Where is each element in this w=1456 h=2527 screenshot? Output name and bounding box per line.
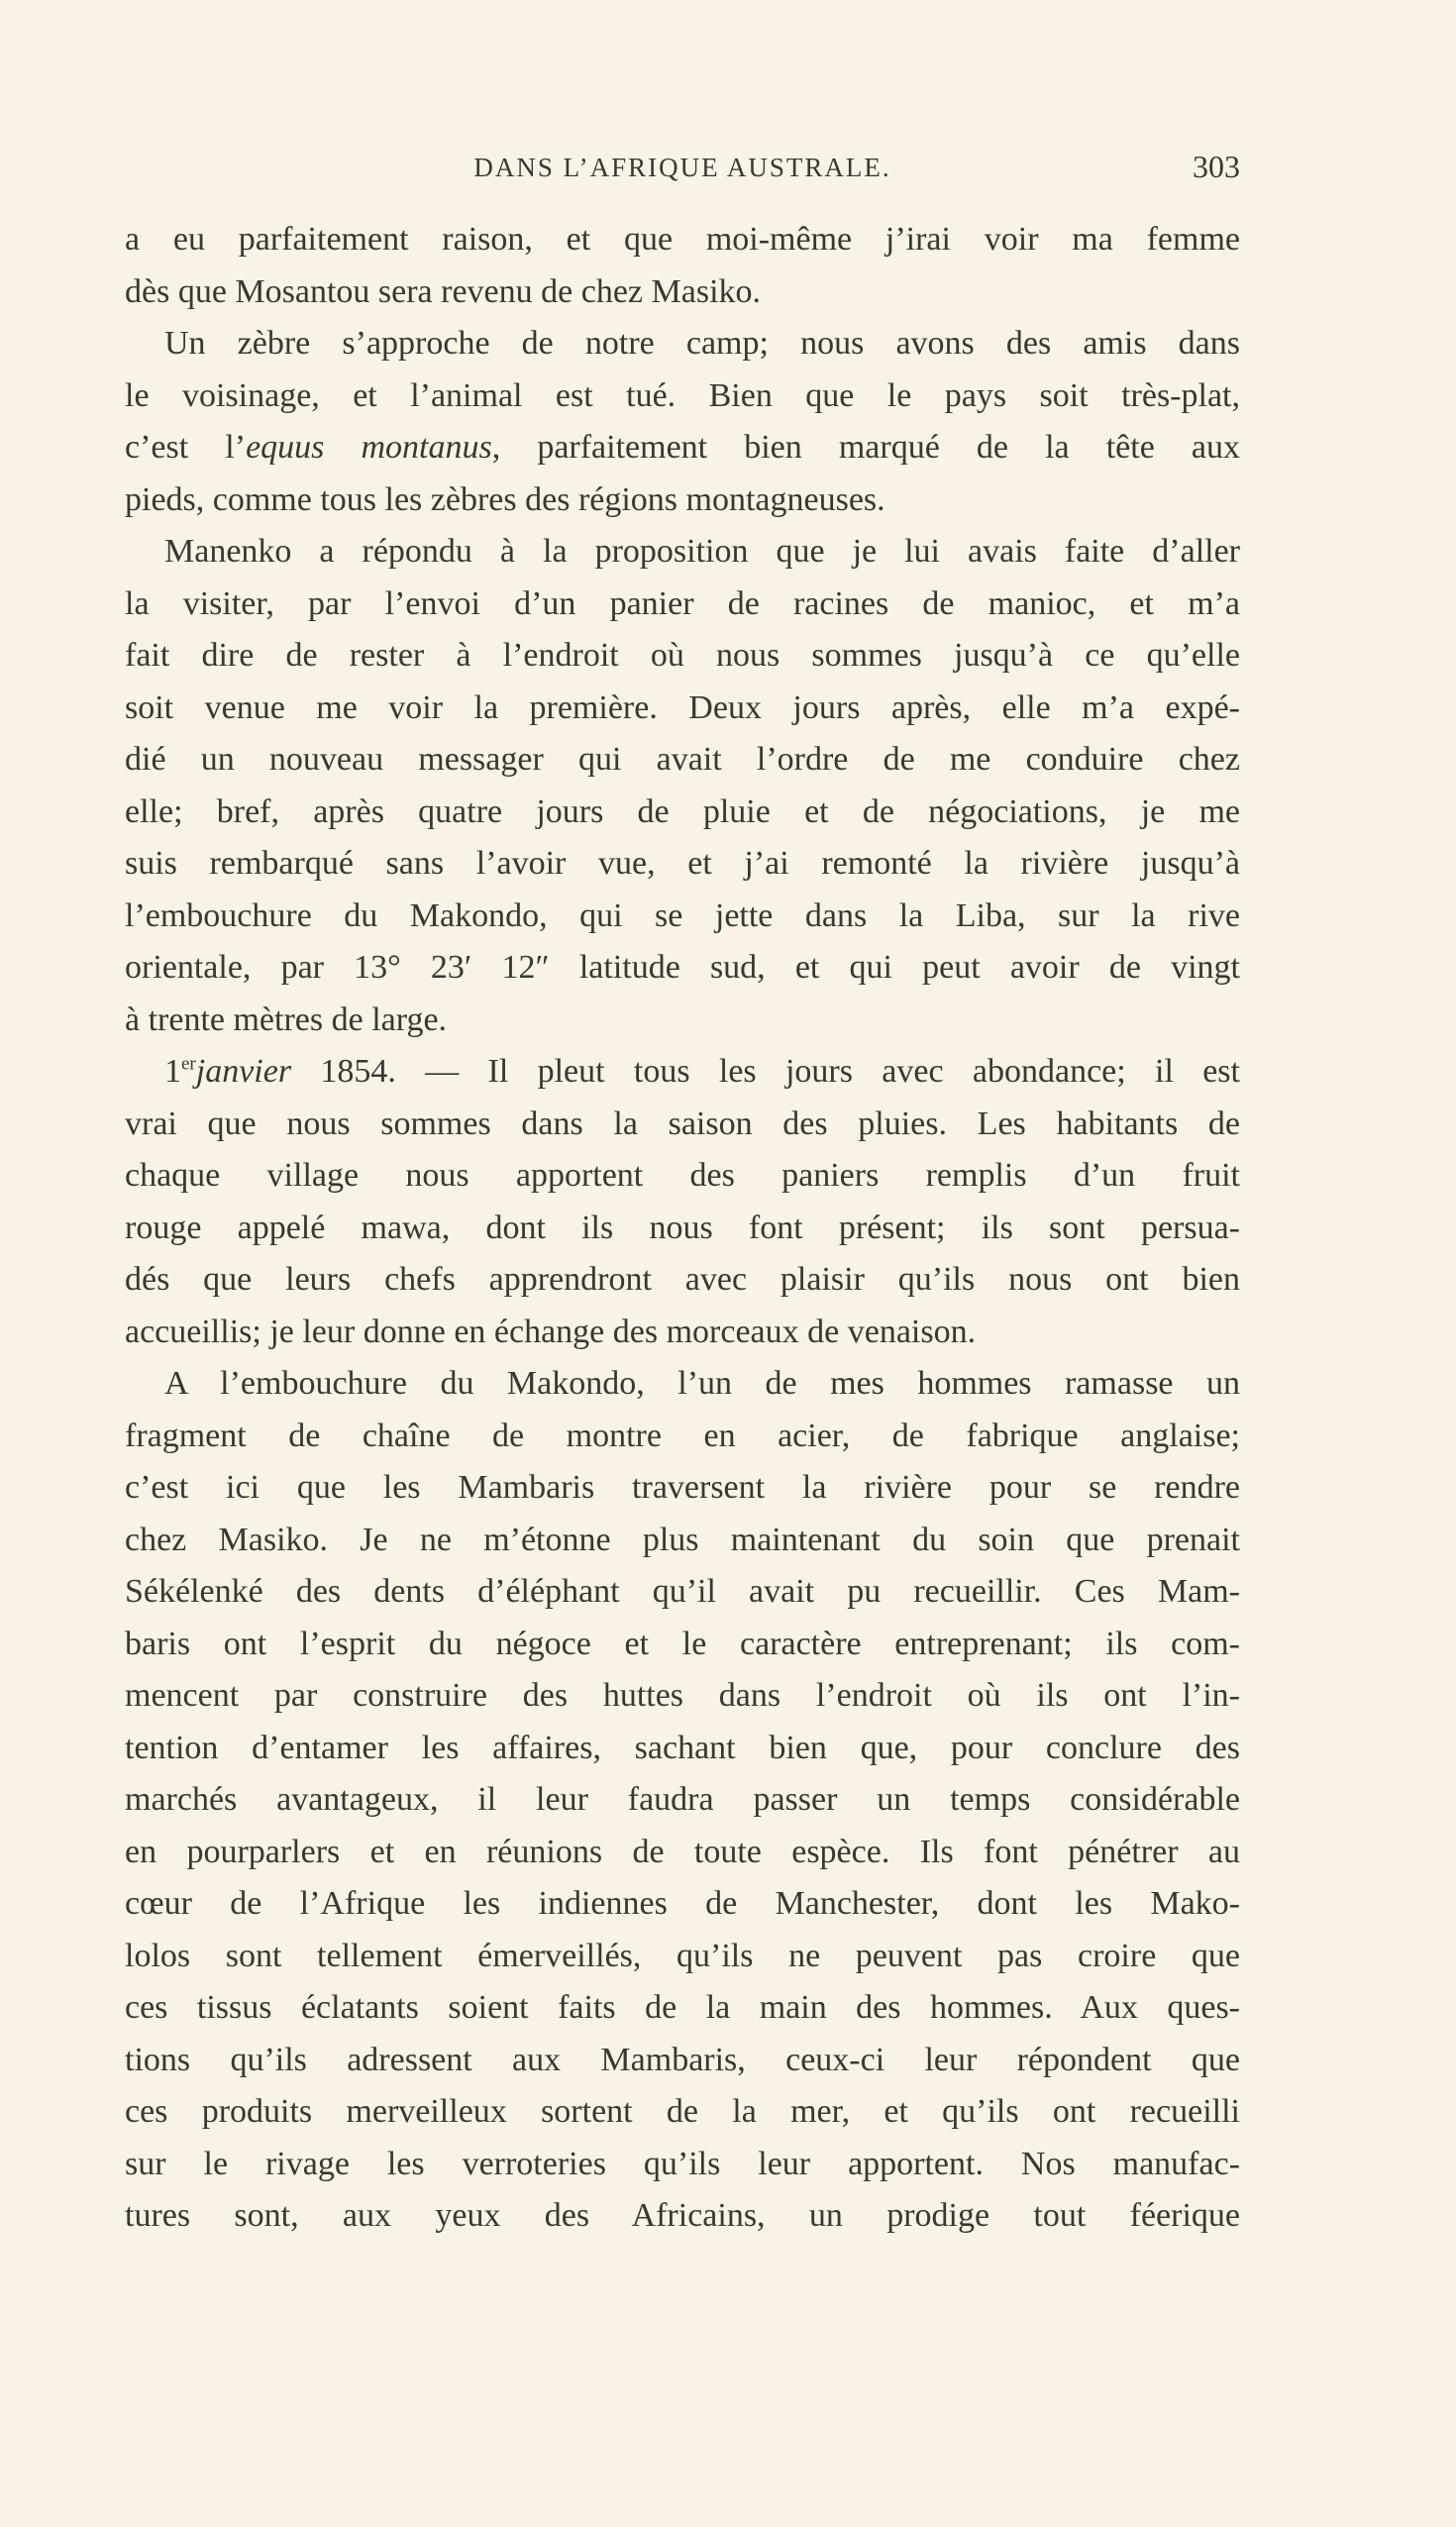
text-line bbox=[125, 683, 1240, 735]
text-line bbox=[125, 422, 1240, 474]
text-line bbox=[125, 1358, 1240, 1411]
text-line bbox=[125, 1411, 1240, 1463]
text-line bbox=[125, 318, 1240, 370]
text-segment: A l’embouchure du Makondo, l’un de mes hommes ramasse un bbox=[164, 1365, 1240, 1402]
text-segment: suis rembarqué sans l’avoir vue, et j’ai remonté la rivière jusqu’à bbox=[125, 845, 1240, 882]
text-line bbox=[125, 2035, 1240, 2087]
text-segment: à trente mètres de large. bbox=[125, 1000, 448, 1038]
text-line bbox=[125, 1254, 1240, 1307]
text-line bbox=[125, 630, 1240, 683]
text-segment: sur le rivage les verroteries qu’ils leur apportent. Nos manufac- bbox=[125, 2145, 1240, 2182]
text-segment: la visiter, par l’envoi d’un panier de racines de manioc, et m’a bbox=[125, 584, 1240, 622]
text-line bbox=[125, 1150, 1240, 1203]
text-line bbox=[125, 1670, 1240, 1723]
text-segment: fragment de chaîne de montre en acier, de fabrique anglaise; bbox=[125, 1417, 1240, 1454]
text-line bbox=[125, 787, 1240, 839]
text-segment: cœur de l’Afrique les indiennes de Manchester, dont les Mako- bbox=[125, 1885, 1240, 1922]
text-line bbox=[125, 995, 1240, 1047]
text-line bbox=[125, 214, 1240, 266]
text-line bbox=[125, 474, 1240, 527]
paragraph bbox=[125, 214, 1240, 318]
text-segment: dié un nouveau messager qui avait l’ordre de me conduire chez bbox=[125, 741, 1240, 778]
running-header bbox=[125, 149, 1240, 188]
text-segment: tention d’entamer les affaires, sachant bien que, pour conclure des bbox=[125, 1729, 1240, 1766]
text-segment: pieds, comme tous les zèbres des régions montagneuses. bbox=[125, 480, 885, 518]
text-line bbox=[125, 2086, 1240, 2139]
text-segment: ces tissus éclatants soient faits de la main des hommes. Aux ques- bbox=[125, 1989, 1240, 2026]
text-segment: rouge appelé mawa, dont ils nous font présent; ils sont persua- bbox=[125, 1209, 1240, 1246]
text-line bbox=[125, 838, 1240, 891]
text-line bbox=[125, 2139, 1240, 2191]
page-body bbox=[125, 214, 1240, 2243]
text-segment: 1 bbox=[164, 1053, 181, 1090]
text-segment: dès que Mosantou sera revenu de chez Masiko. bbox=[125, 272, 762, 310]
text-line bbox=[125, 526, 1240, 579]
text-segment: Sékélenké des dents d’éléphant qu’il avait pu recueillir. Ces Mam- bbox=[125, 1573, 1240, 1610]
text-line bbox=[125, 266, 1240, 319]
text-segment: baris ont l’esprit du négoce et le caractère entreprenant; ils com- bbox=[125, 1625, 1240, 1662]
text-segment: elle; bref, après quatre jours de pluie et de négociations, je me bbox=[125, 792, 1240, 830]
text-line bbox=[125, 579, 1240, 631]
text-segment: Un zèbre s’approche de notre camp; nous avons des amis dans bbox=[164, 325, 1240, 362]
text-line bbox=[125, 1774, 1240, 1827]
superscript-text: er bbox=[181, 1053, 196, 1075]
text-line bbox=[125, 1878, 1240, 1931]
paragraph bbox=[125, 1358, 1240, 2243]
text-line bbox=[125, 1566, 1240, 1619]
italic-text: equus montanus bbox=[246, 429, 492, 466]
text-segment: vrai que nous sommes dans la saison des pluies. Les habitants de bbox=[125, 1105, 1240, 1142]
paragraph bbox=[125, 526, 1240, 1046]
text-segment: le voisinage, et l’animal est tué. Bien que le pays soit très-plat, bbox=[125, 376, 1240, 414]
text-line bbox=[125, 1723, 1240, 1775]
text-line bbox=[125, 1099, 1240, 1151]
text-segment: orientale, par 13° 23′ 12″ latitude sud, et qui peut avoir de vingt bbox=[125, 949, 1240, 986]
text-segment: tures sont, aux yeux des Africains, un prodige tout féerique bbox=[125, 2197, 1240, 2234]
text-line bbox=[125, 1619, 1240, 1671]
text-line bbox=[125, 1046, 1240, 1099]
text-segment: c’est l’ bbox=[125, 429, 247, 466]
text-line bbox=[125, 1203, 1240, 1255]
text-segment: marchés avantageux, il leur faudra passer un temps considérable bbox=[125, 1781, 1240, 1818]
paragraph bbox=[125, 1046, 1240, 1358]
text-segment: , parfaitement bien marqué de la tête aux bbox=[491, 429, 1240, 466]
text-line bbox=[125, 891, 1240, 943]
text-segment: chaque village nous apportent des paniers remplis d’un fruit bbox=[125, 1157, 1240, 1194]
paragraph bbox=[125, 318, 1240, 526]
text-line bbox=[125, 734, 1240, 787]
text-segment: accueillis; je leur donne en échange des morceaux de venaison. bbox=[125, 1313, 977, 1350]
text-segment: 1854. — Il pleut tous les jours avec abondance; il est bbox=[291, 1053, 1240, 1090]
text-line bbox=[125, 1931, 1240, 1983]
text-segment: chez Masiko. Je ne m’étonne plus maintenant du soin que prenait bbox=[125, 1521, 1240, 1558]
text-line bbox=[125, 1982, 1240, 2035]
page-number: 303 bbox=[1193, 149, 1240, 184]
text-line bbox=[125, 1462, 1240, 1515]
text-segment: l’embouchure du Makondo, qui se jette dans la Liba, sur la rive bbox=[125, 896, 1240, 934]
text-segment: en pourparlers et en réunions de toute espèce. Ils font pénétrer au bbox=[125, 1833, 1240, 1870]
text-line bbox=[125, 942, 1240, 995]
text-segment: dés que leurs chefs apprendront avec plaisir qu’ils nous ont bien bbox=[125, 1261, 1240, 1298]
italic-text: janvier bbox=[195, 1053, 292, 1090]
text-segment: ces produits merveilleux sortent de la mer, et qu’ils ont recueilli bbox=[125, 2093, 1240, 2130]
text-segment: c’est ici que les Mambaris traversent la rivière pour se rendre bbox=[125, 1469, 1240, 1506]
text-segment: lolos sont tellement émerveillés, qu’ils ne peuvent pas croire que bbox=[125, 1937, 1240, 1974]
text-segment: soit venue me voir la première. Deux jours après, elle m’a expé- bbox=[125, 688, 1240, 726]
text-segment: Manenko a répondu à la proposition que je lui avais faite d’aller bbox=[164, 533, 1240, 570]
text-line bbox=[125, 1307, 1240, 1359]
running-title: DANS L’AFRIQUE AUSTRALE. bbox=[473, 153, 891, 182]
text-segment: a eu parfaitement raison, et que moi-même j’irai voir ma femme bbox=[125, 221, 1240, 258]
text-line bbox=[125, 2190, 1240, 2243]
text-segment: tions qu’ils adressent aux Mambaris, ceux-ci leur répondent que bbox=[125, 2041, 1240, 2078]
text-segment: fait dire de rester à l’endroit où nous sommes jusqu’à ce qu’elle bbox=[125, 637, 1240, 674]
text-segment: mencent par construire des huttes dans l’endroit où ils ont l’in- bbox=[125, 1677, 1240, 1714]
text-line bbox=[125, 1515, 1240, 1567]
text-line bbox=[125, 1827, 1240, 1879]
text-line bbox=[125, 370, 1240, 423]
